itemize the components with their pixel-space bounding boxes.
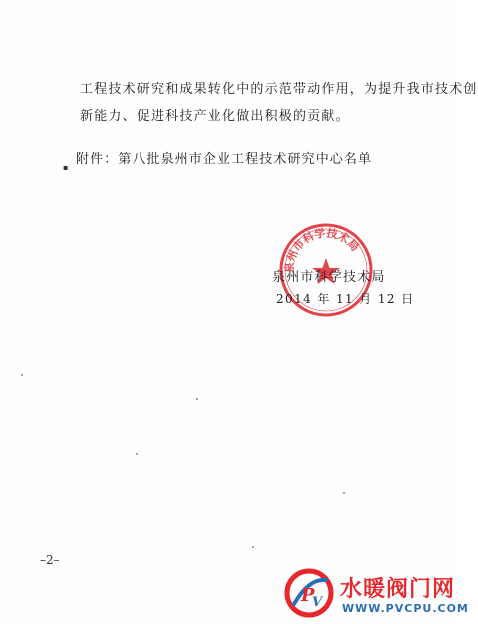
issue-date: 2014 年 11 月 12 日	[276, 292, 415, 306]
svg-text:P: P	[301, 585, 315, 606]
svg-text:泉州市科学技术局: 泉州市科学技术局	[282, 226, 362, 274]
page-number: –2–	[40, 553, 60, 567]
scan-speck	[343, 492, 345, 494]
stray-mark: ▪	[63, 163, 69, 172]
body-text-line: 工程技术研究和成果转化中的示范带动作用，为提升我市技术创	[80, 82, 478, 97]
scan-speck	[21, 374, 23, 376]
watermark-title: 水暖阀门网	[340, 577, 456, 602]
site-watermark	[284, 568, 469, 622]
body-text-line: 新能力、促进科技产业化做出积极的贡献。	[80, 109, 350, 124]
attachment-note: 附件：第八批泉州市企业工程技术研究中心名单	[76, 152, 373, 167]
scan-speck	[196, 398, 198, 400]
scan-speck	[136, 453, 138, 455]
scan-speck	[252, 546, 254, 548]
pv-logo-icon	[284, 568, 334, 618]
svg-text:V: V	[312, 595, 323, 610]
watermark-url: WWW.PVCPU.COM	[342, 602, 469, 615]
issuer-name: 泉州市科学技术局	[272, 270, 386, 285]
